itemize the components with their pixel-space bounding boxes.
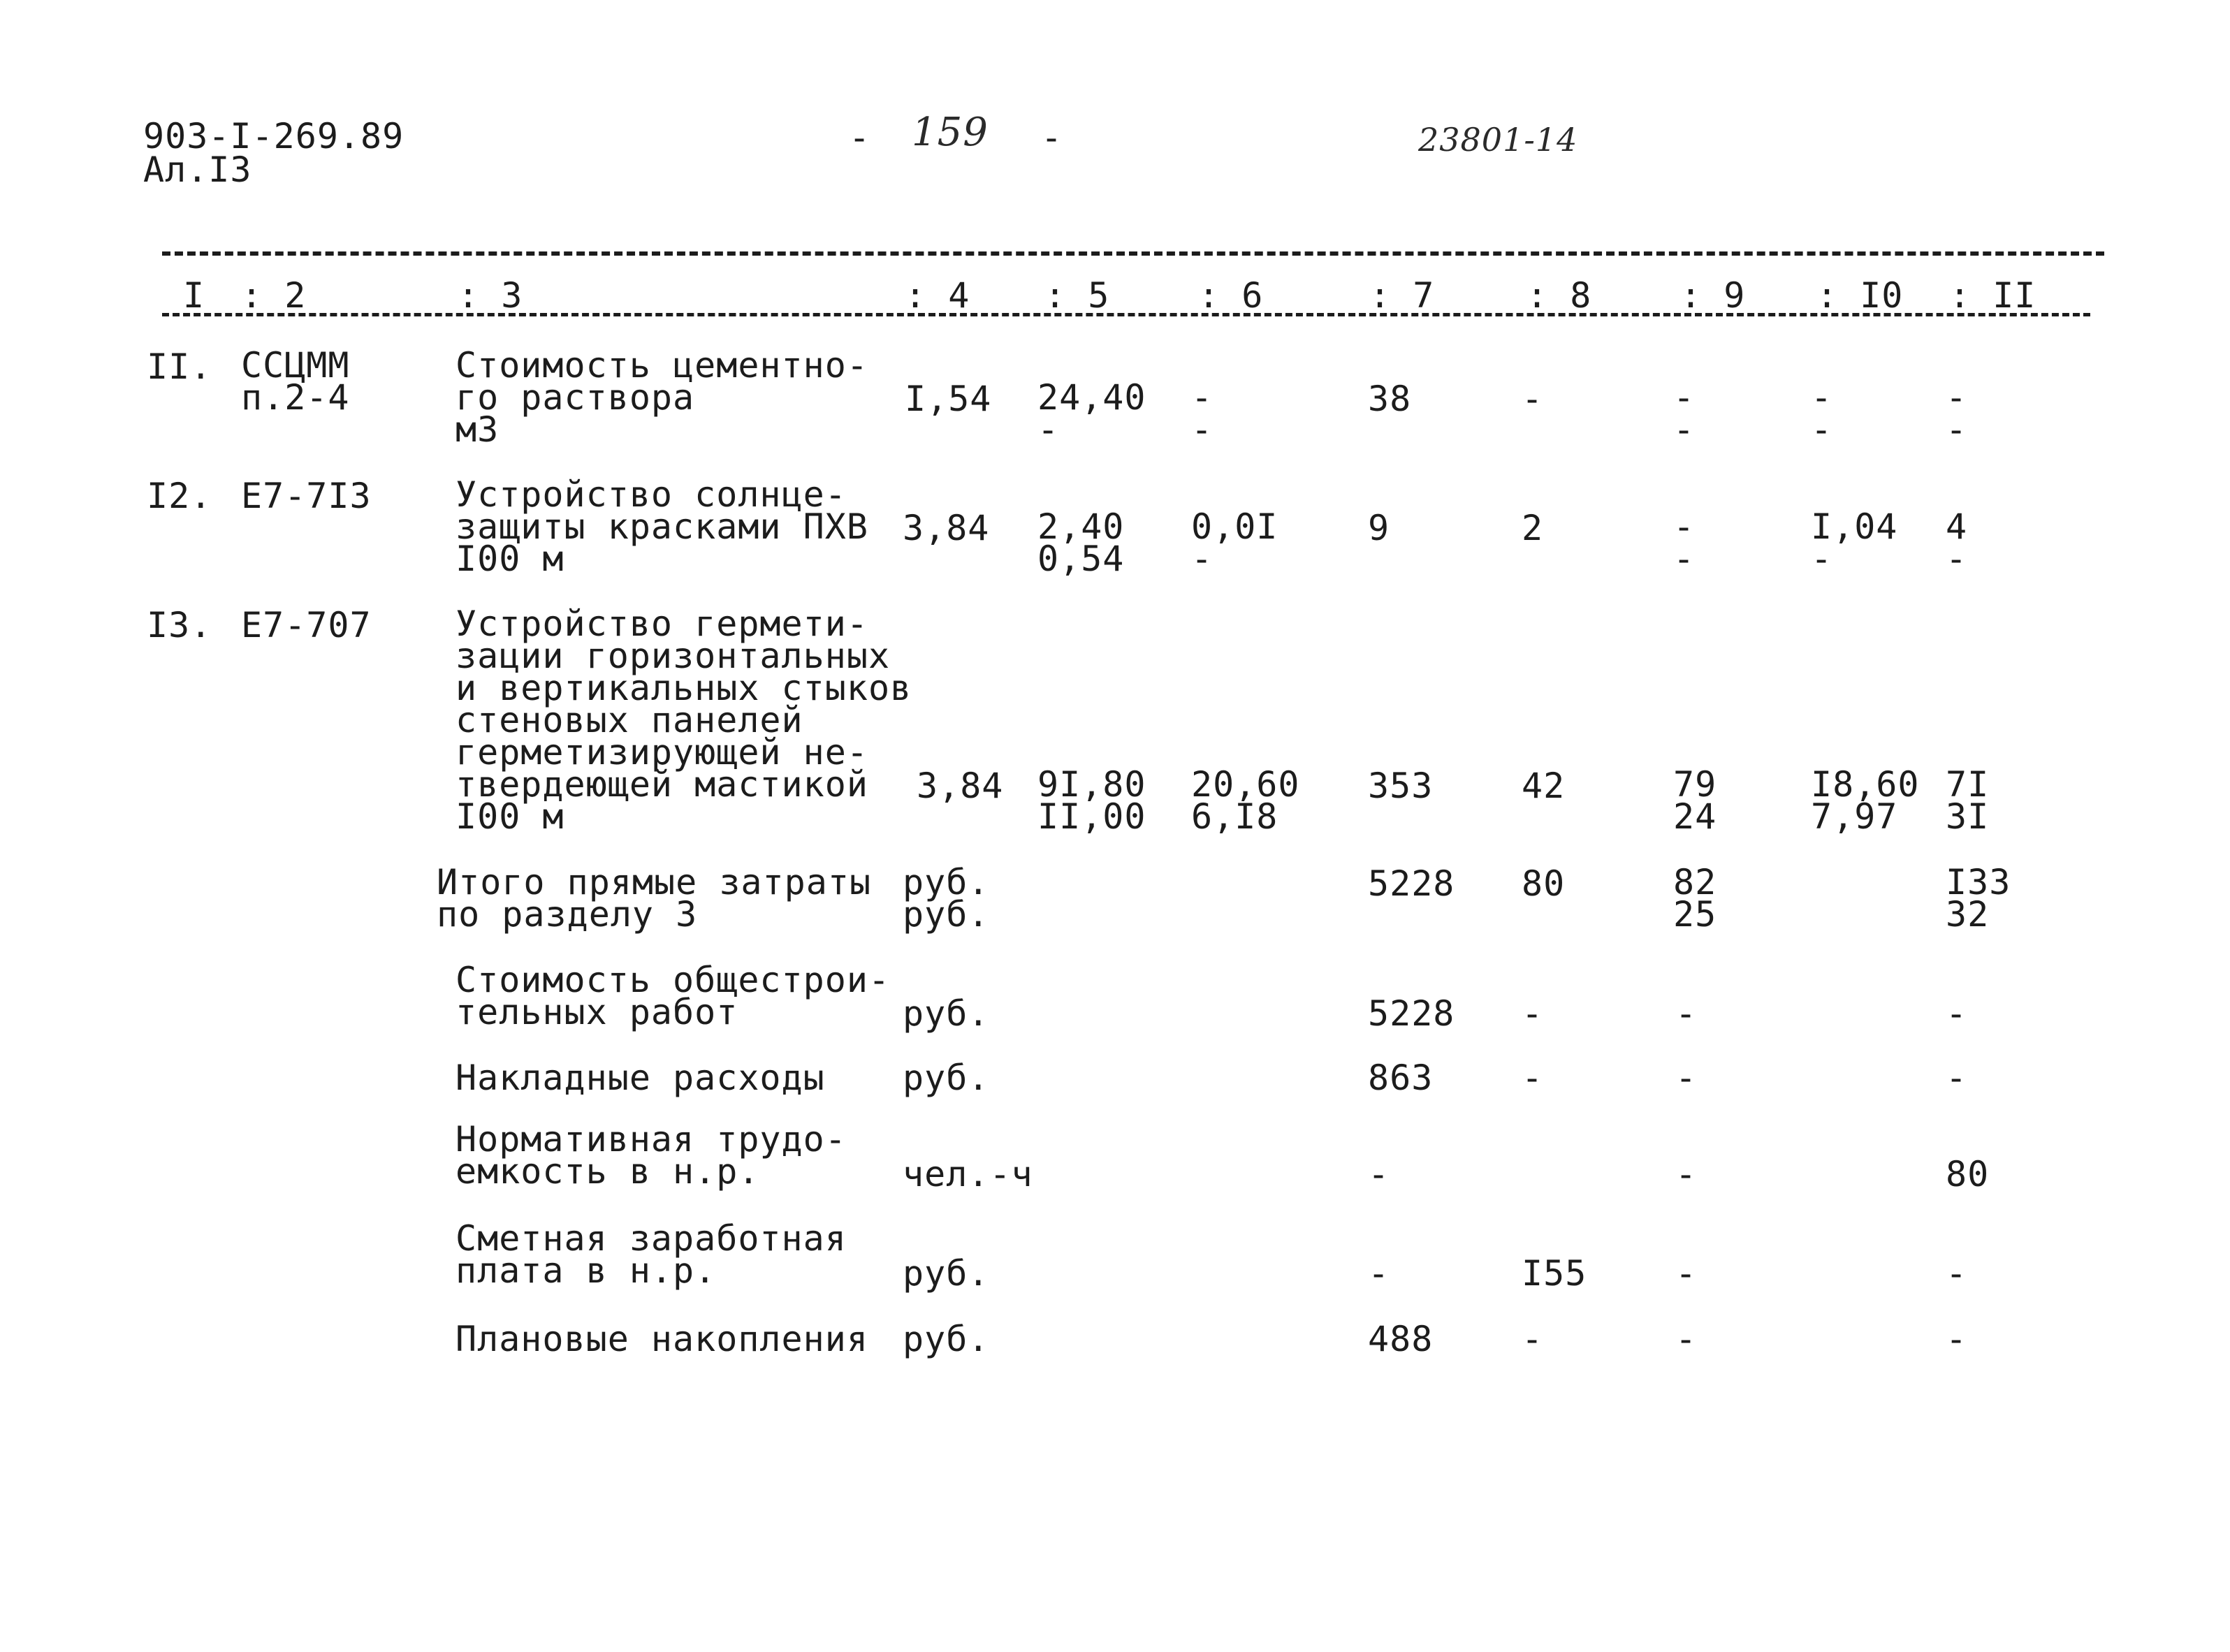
row-col-9: 79 24	[1673, 764, 1717, 837]
row-code: ССЦММ п.2-4	[241, 345, 350, 418]
row-col-10: - -	[1811, 377, 1833, 450]
totals-col-7: 488	[1368, 1319, 1434, 1359]
row-code: Е7-7I3	[241, 476, 372, 516]
col-header-8: : 8	[1526, 275, 1592, 316]
totals-label: Сметная заработная плата в н.р.	[456, 1218, 847, 1291]
col-header-6: : 6	[1198, 275, 1264, 316]
totals-col-9: -	[1675, 1319, 1698, 1359]
row-col-6: 0,0I -	[1191, 506, 1278, 579]
inventory-number: 23801-14	[1418, 121, 1578, 159]
col-header-4: : 4	[905, 275, 970, 316]
totals-label: Стоимость общестрои- тельных работ	[456, 960, 891, 1032]
row-col-10: I,04 -	[1811, 506, 1898, 579]
totals-col-9: -	[1675, 1154, 1698, 1194]
row-col-11: - -	[1946, 377, 1968, 450]
totals-unit: чел.-ч	[903, 1154, 1033, 1194]
totals-unit: руб. руб.	[903, 862, 990, 935]
col-header-10: : I0	[1816, 275, 1904, 316]
col-header-1: I	[183, 275, 205, 316]
table-top-rule	[162, 251, 2104, 256]
row-col-5: 9I,80 II,00	[1037, 764, 1146, 837]
totals-unit: руб.	[903, 1058, 990, 1098]
row-col-5: 2,40 0,54	[1037, 506, 1125, 579]
row-description: Устройство гермети- зации горизонтальных и вертикальных стыков стеновых панелей герметизирующей не- твердеющей мастикой I00 м	[456, 604, 912, 837]
sheet-number: Ал.I3	[143, 149, 252, 190]
totals-col-11: I33 32	[1946, 862, 2011, 935]
page-number: 159	[912, 110, 989, 155]
row-description: Стоимость цементно- го раствора м3	[456, 345, 868, 450]
totals-label: Накладные расходы	[456, 1058, 825, 1098]
row-col-4: 3,84	[917, 766, 1004, 806]
totals-col-11: -	[1946, 1058, 1968, 1098]
row-col-11: 4 -	[1946, 506, 1968, 579]
totals-col-9: -	[1675, 993, 1698, 1034]
row-col-4: 3,84	[903, 508, 990, 548]
row-col-8: 2	[1522, 508, 1544, 548]
totals-unit: руб.	[903, 1319, 990, 1359]
totals-col-8: -	[1522, 1058, 1544, 1098]
totals-col-8: -	[1522, 1319, 1544, 1359]
totals-col-9: 82 25	[1673, 862, 1717, 935]
row-number: I2.	[147, 476, 212, 516]
totals-col-7: 5228	[1368, 863, 1455, 904]
totals-col-8: 80	[1522, 863, 1566, 904]
row-col-4: I,54	[905, 379, 992, 419]
page-dash-right: -	[1041, 117, 1063, 158]
totals-col-11: -	[1946, 1319, 1968, 1359]
totals-col-9: -	[1675, 1253, 1698, 1294]
col-header-3: : 3	[458, 275, 523, 316]
page-dash-left: -	[849, 117, 871, 158]
row-col-10: I8,60 7,97	[1811, 764, 1920, 837]
row-col-7: 353	[1368, 766, 1434, 806]
row-col-11: 7I 3I	[1946, 764, 1990, 837]
col-header-5: : 5	[1044, 275, 1110, 316]
totals-label: Итого прямые затраты по разделу 3	[437, 862, 872, 935]
row-code: Е7-707	[241, 605, 372, 645]
row-number: I3.	[147, 605, 212, 645]
row-col-8: 42	[1522, 766, 1566, 806]
totals-col-9: -	[1675, 1058, 1698, 1098]
column-header-rule	[162, 313, 2090, 316]
row-col-8: -	[1522, 379, 1544, 419]
totals-col-7: 863	[1368, 1058, 1434, 1098]
totals-label: Нормативная трудо- емкость в н.р.	[456, 1119, 847, 1192]
totals-col-11: 80	[1946, 1154, 1990, 1194]
row-col-6: 20,60 6,I8	[1191, 764, 1300, 837]
totals-col-11: -	[1946, 993, 1968, 1034]
totals-col-7: -	[1368, 1154, 1390, 1194]
totals-col-11: -	[1946, 1253, 1968, 1294]
row-col-7: 38	[1368, 379, 1412, 419]
row-col-9: - -	[1673, 506, 1696, 579]
totals-unit: руб.	[903, 1253, 990, 1294]
totals-col-8: I55	[1522, 1253, 1587, 1294]
row-description: Устройство солнце- защиты красками ПХВ I00 м	[456, 474, 868, 579]
row-col-7: 9	[1368, 508, 1390, 548]
totals-unit: руб.	[903, 993, 990, 1034]
totals-label: Плановые накопления	[456, 1319, 868, 1359]
totals-col-8: -	[1522, 993, 1544, 1034]
doc-code: 903-I-269.89	[143, 116, 405, 156]
totals-col-7: -	[1368, 1253, 1390, 1294]
row-col-5: 24,40 -	[1037, 377, 1146, 450]
row-col-6: - -	[1191, 377, 1214, 450]
row-number: II.	[147, 346, 212, 387]
totals-col-7: 5228	[1368, 993, 1455, 1034]
col-header-2: : 2	[241, 275, 307, 316]
col-header-9: : 9	[1680, 275, 1746, 316]
row-col-9: - -	[1673, 377, 1696, 450]
col-header-7: : 7	[1369, 275, 1435, 316]
col-header-11: : II	[1949, 275, 2036, 316]
